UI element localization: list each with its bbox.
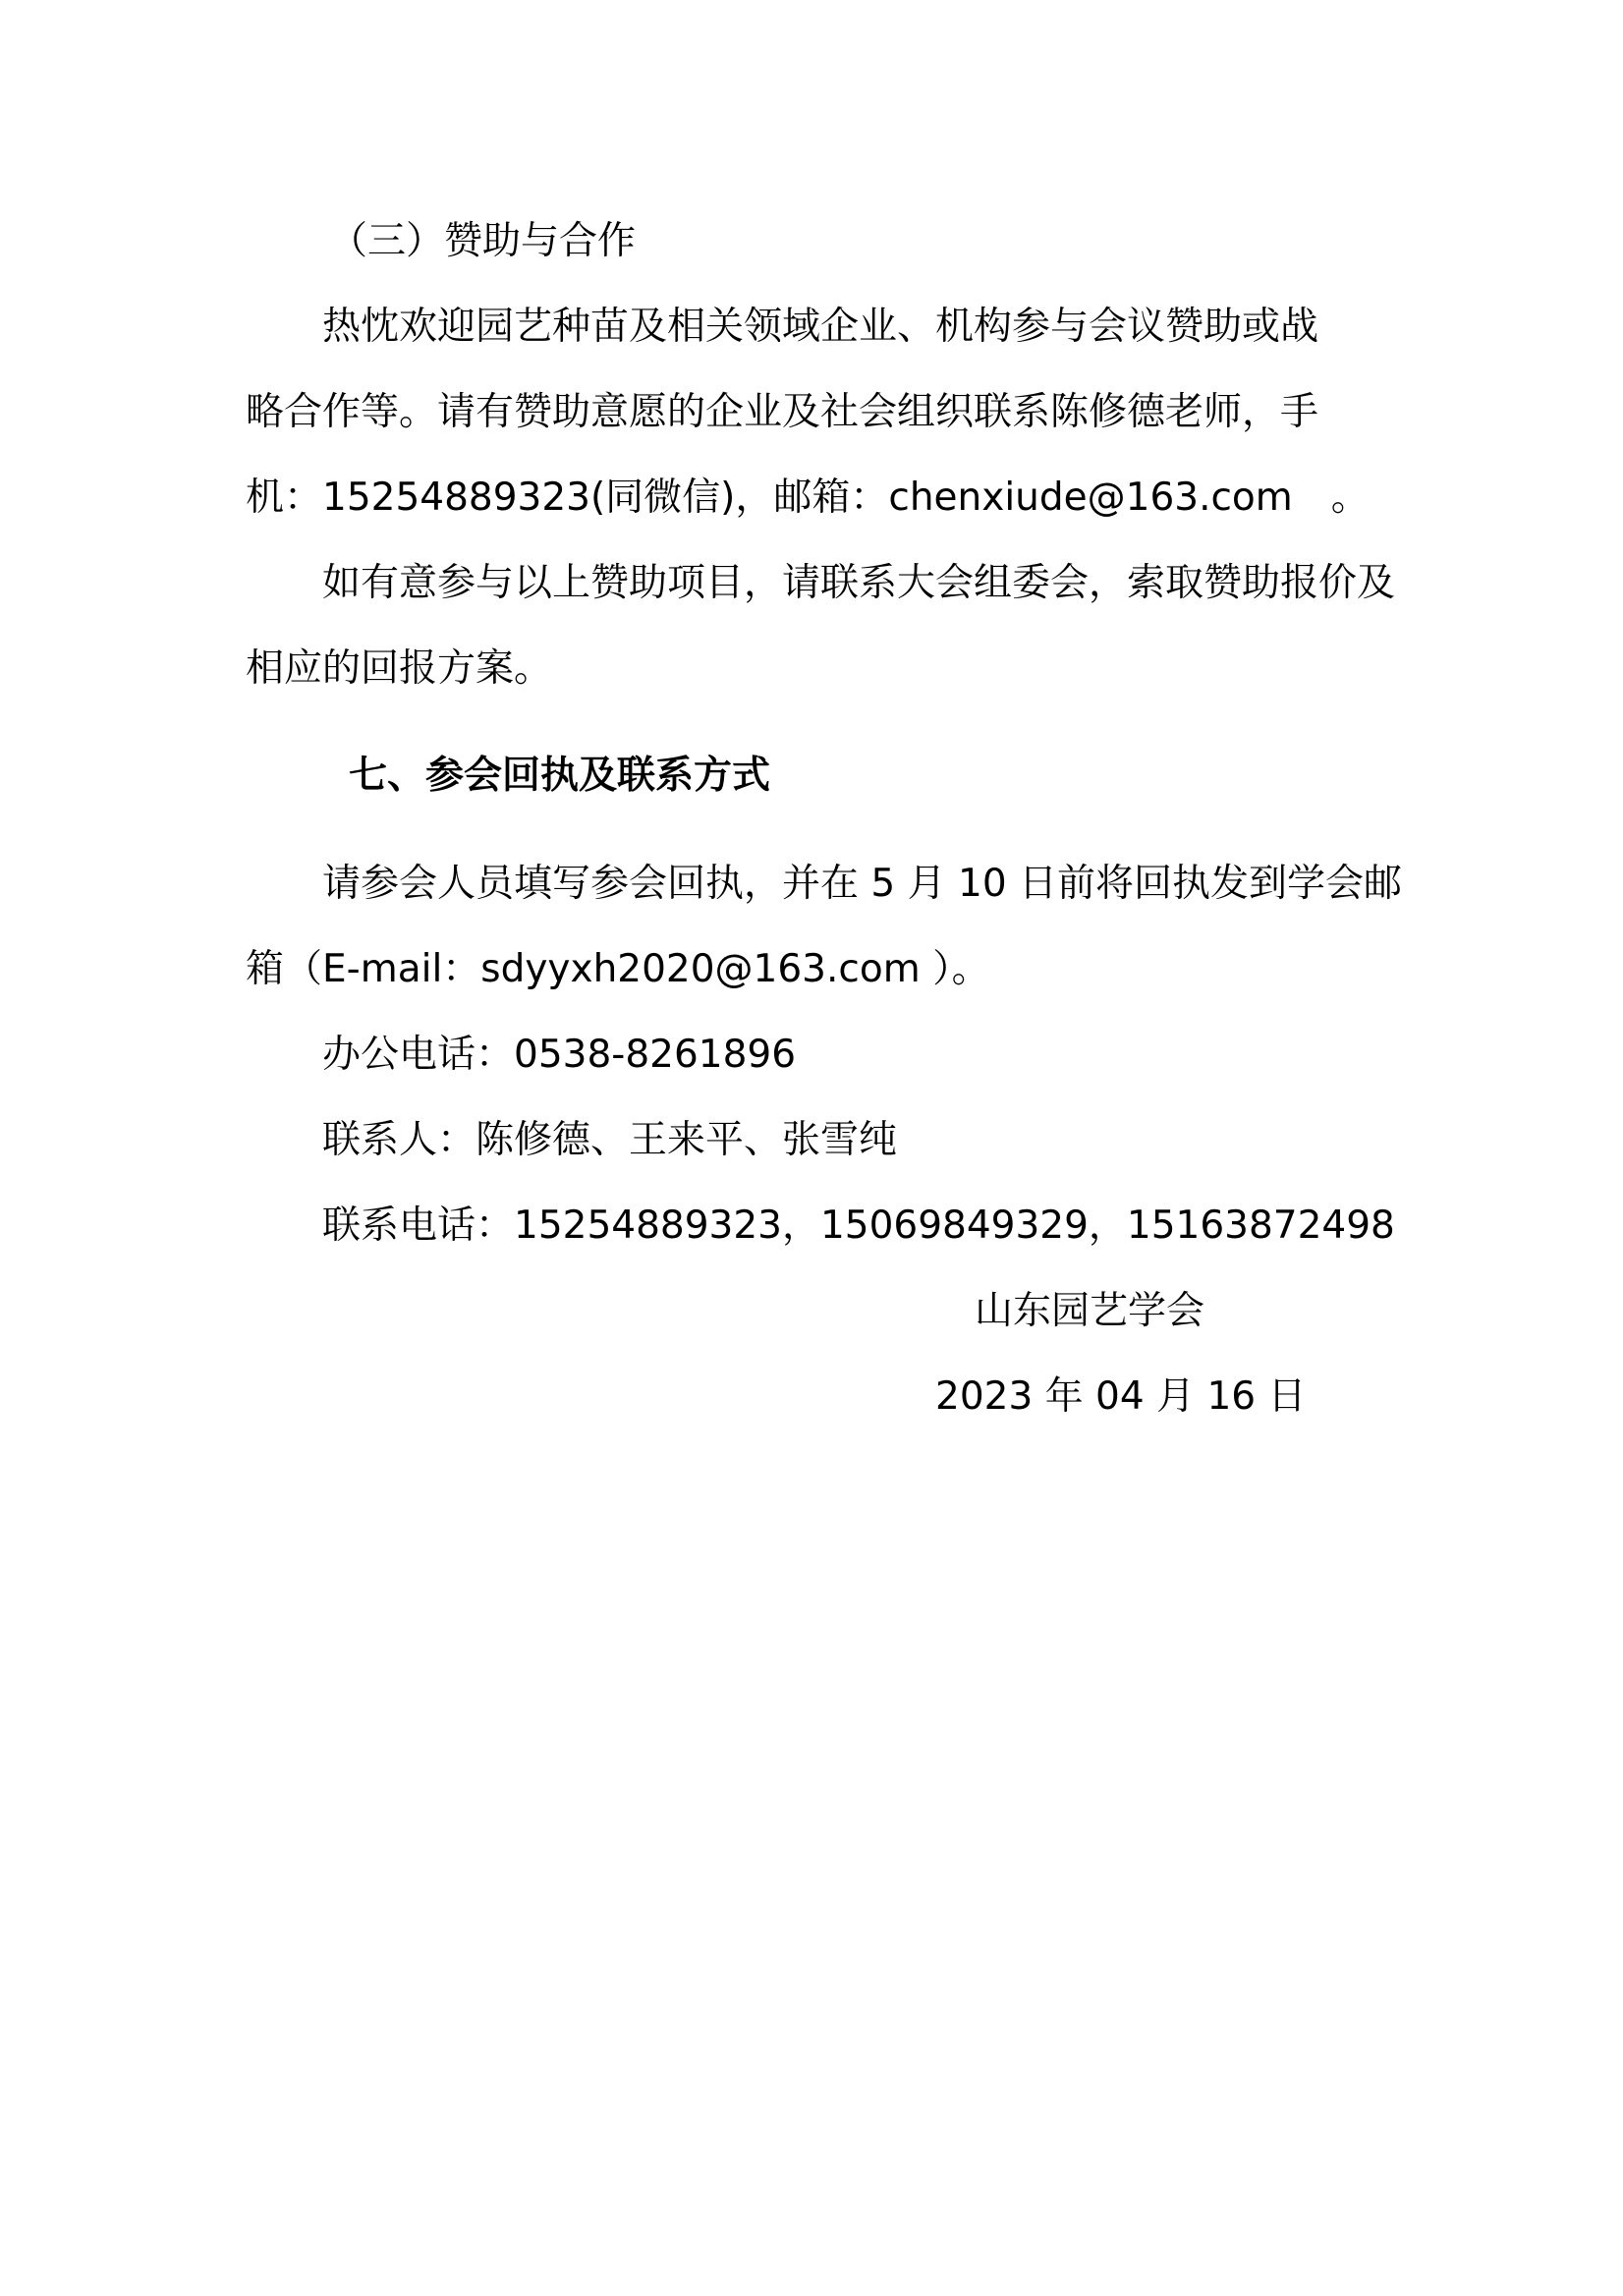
- signature-organization: 山东园艺学会: [975, 1289, 1205, 1333]
- subsection-title: （三）赞助与合作: [329, 219, 637, 263]
- receipt-paragraph-line-1: 请参会人员填写参会回执，并在 5 月 10 日前将回执发到学会邮: [322, 862, 1403, 906]
- contact-persons: 联系人：陈修德、王来平、张雪纯: [322, 1118, 898, 1162]
- contact-paragraph-line-1: 如有意参与以上赞助项目，请联系大会组委会，索取赞助报价及: [322, 561, 1396, 605]
- section-heading: 七、参会回执及联系方式: [349, 754, 771, 798]
- contact-phones: 联系电话：15254889323，15069849329，15163872498: [322, 1204, 1395, 1248]
- sponsorship-paragraph-line-1: 热忱欢迎园艺种苗及相关领域企业、机构参与会议赞助或战: [322, 305, 1319, 349]
- contact-paragraph-line-2: 相应的回报方案。: [246, 646, 553, 691]
- receipt-paragraph-line-2: 箱（E-mail：sdyyxh2020@163.com ）。: [246, 947, 990, 991]
- office-phone: 办公电话：0538-8261896: [322, 1033, 797, 1077]
- sponsorship-paragraph-line-2: 略合作等。请有赞助意愿的企业及社会组织联系陈修德老师，手: [246, 390, 1319, 434]
- signature-date: 2023 年 04 月 16 日: [935, 1374, 1307, 1419]
- sponsorship-paragraph-line-3: 机：15254889323(同微信)，邮箱：chenxiude@163.com 。: [246, 476, 1370, 520]
